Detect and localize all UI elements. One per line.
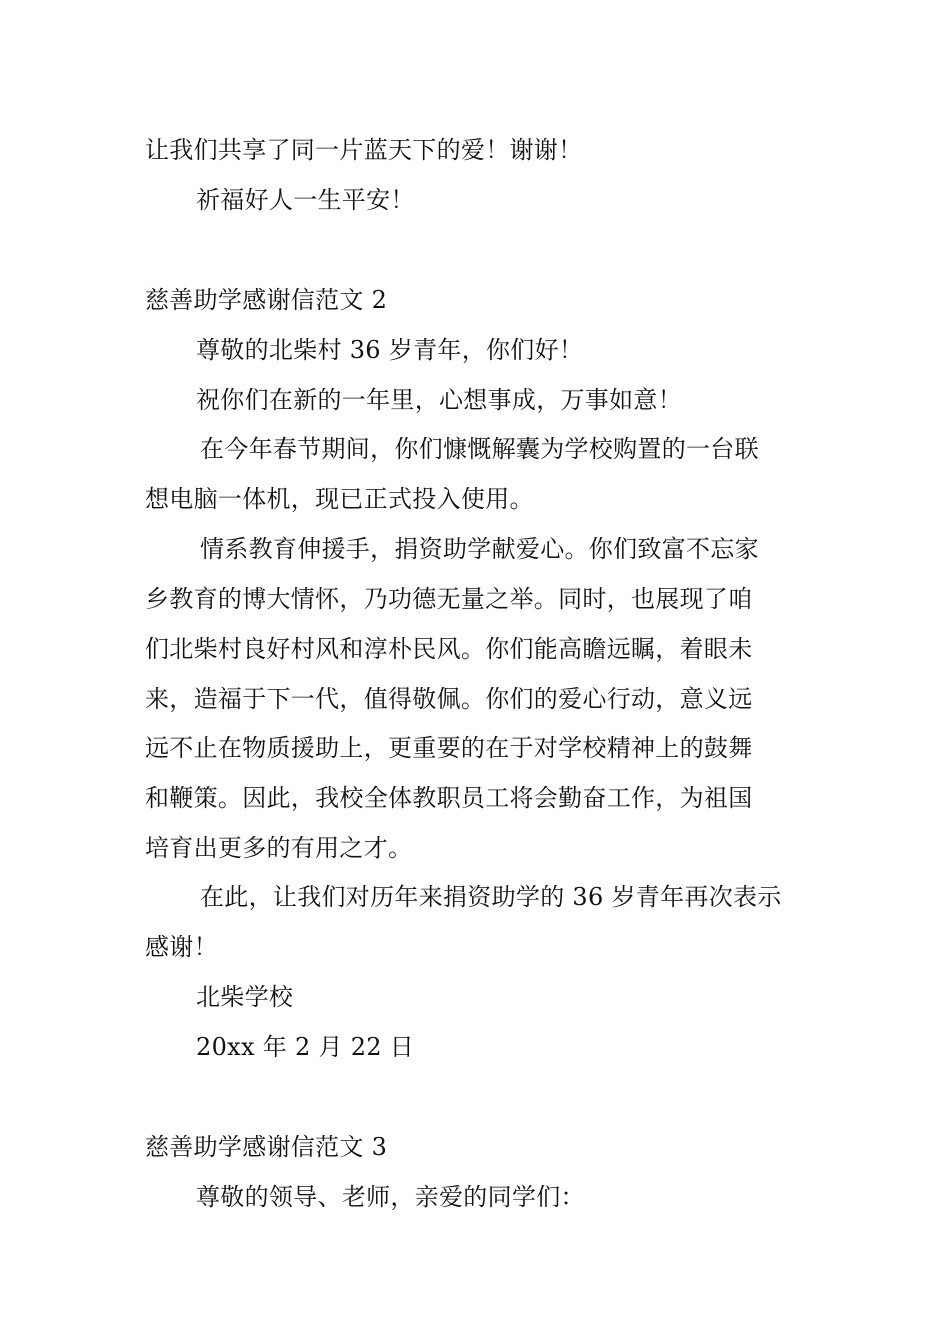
intro-line-2: 祈福好人一生平安！	[196, 186, 415, 214]
section-3-greeting: 尊敬的领导、老师，亲爱的同学们：	[196, 1183, 585, 1211]
para-2-line-6: 和鞭策。因此，我校全体教职员工将会勤奋工作，为祖国	[145, 784, 753, 812]
section-2-heading: 慈善助学感谢信范文 2	[145, 286, 388, 314]
para-1-line-1: 在今年春节期间，你们慷慨解囊为学校购置的一台联	[200, 435, 759, 463]
para-3-line-1: 在此，让我们对历年来捐资助学的 36 岁青年再次表示	[200, 883, 782, 911]
para-2-line-5: 远不止在物质援助上，更重要的在于对学校精神上的鼓舞	[145, 734, 753, 762]
para-2-line-3: 们北柴村良好村风和淳朴民风。你们能高瞻远瞩，着眼未	[145, 635, 753, 663]
para-2-line-2: 乡教育的博大情怀，乃功德无量之举。同时，也展现了咱	[145, 585, 753, 613]
para-2-line-1: 情系教育伸援手，捐资助学献爱心。你们致富不忘家	[200, 535, 759, 563]
section-2-wish: 祝你们在新的一年里，心想事成，万事如意！	[196, 386, 682, 414]
para-2-line-7: 培育出更多的有用之才。	[145, 834, 413, 862]
section-2-greeting: 尊敬的北柴村 36 岁青年，你们好！	[196, 336, 584, 364]
intro-line-1: 让我们共享了同一片蓝天下的爱！谢谢！	[145, 136, 583, 164]
signature: 北柴学校	[196, 983, 294, 1011]
section-3-heading: 慈善助学感谢信范文 3	[145, 1133, 388, 1161]
para-2-line-4: 来，造福于下一代，值得敬佩。你们的爱心行动，意义远	[145, 685, 753, 713]
letter-date: 20xx 年 2 月 22 日	[196, 1033, 415, 1061]
para-3-line-2: 感谢！	[145, 933, 218, 961]
para-1-line-2: 想电脑一体机，现已正式投入使用。	[145, 485, 534, 513]
